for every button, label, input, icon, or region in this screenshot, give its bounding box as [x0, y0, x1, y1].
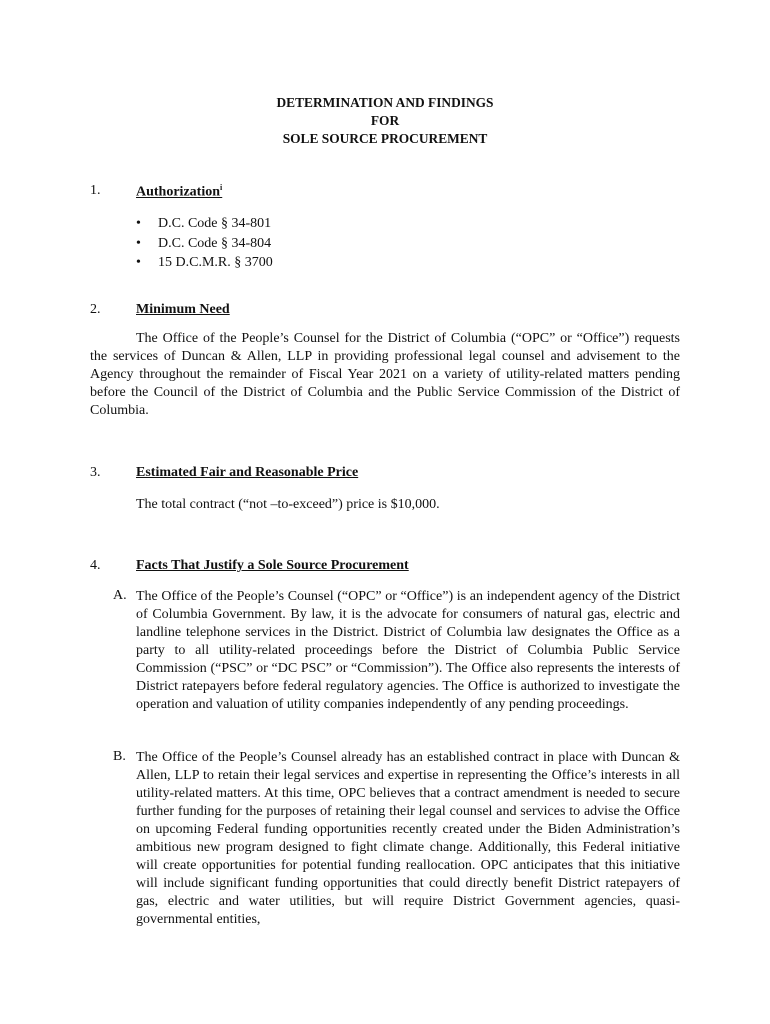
- authorization-list: [136, 214, 273, 273]
- section-4-number: 4.: [90, 558, 101, 573]
- section-3-number: 3.: [90, 465, 101, 480]
- list-item: • D.C. Code § 34-801: [136, 214, 273, 234]
- document-title: [0, 94, 770, 148]
- section-2-heading: Minimum Need: [136, 302, 230, 317]
- item-a-letter: A.: [113, 588, 127, 603]
- list-item: • D.C. Code § 34-804: [136, 234, 273, 254]
- section-1-heading: [136, 183, 222, 201]
- item-a-paragraph: The Office of the People’s Counsel (“OPC” or “Office”) is an independent agency of the District of Columbia Government. By law, it is the advocate for consumers of natural gas, electric and landline telephone services in the District. District of Columbia law designates the Office as a party to all utility-related proceedings before the District of Columbia Public Service Commission (“PSC” or “DC PSC” or “Commission”). The Office also represents the interests of District ratepayers before federal regulatory agencies. The Office is authorized to investigate the operation and valuation of utility companies independently of any pending proceedings.: [136, 589, 680, 712]
- title-line-2: FOR: [370, 113, 400, 128]
- price-paragraph: The total contract (“not –to-exceed”) price is $10,000.: [136, 497, 440, 512]
- title-line-1: DETERMINATION AND FINDINGS: [276, 95, 494, 110]
- section-2-number: 2.: [90, 302, 101, 317]
- section-3-heading: Estimated Fair and Reasonable Price: [136, 465, 359, 480]
- section-1-heading-text: Authorization: [136, 184, 220, 200]
- item-b-paragraph: The Office of the People’s Counsel already has an established contract in place with Duncan & Allen, LLP to retain their legal services and expertise in representing the Office’s interests in all utility-related matters. At this time, OPC believes that a contract amendment is needed to secure further funding for the purposes of retaining their legal counsel and services to advise the Office on upcoming Federal funding opportunities recently created under the Biden Administration’s ambitious new program designed to fight climate change. Additionally, this Federal initiative will create opportunities for potential funding reallocation. OPC anticipates that this initiative will include significant funding opportunities that could directly benefit District ratepayers of gas, electric and water utilities, but will require District Government agencies, quasi-governmental entities,: [136, 750, 680, 927]
- title-line-3: SOLE SOURCE PROCUREMENT: [282, 131, 488, 146]
- minimum-need-paragraph: The Office of the People’s Counsel for the District of Columbia (“OPC” or “Office”) requests the services of Duncan & Allen, LLP in providing professional legal counsel and advisement to the Agency throughout the remainder of Fiscal Year 2021 on a variety of utility-related matters pending before the Council of the District of Columbia and the Public Service Commission of the District of Columbia.: [90, 331, 680, 418]
- section-4-heading: Facts That Justify a Sole Source Procurement: [136, 558, 409, 573]
- item-b-letter: B.: [113, 749, 126, 764]
- list-item: • 15 D.C.M.R. § 3700: [136, 253, 273, 273]
- footnote-marker[interactable]: i: [220, 183, 223, 192]
- section-1-number: 1.: [90, 183, 101, 198]
